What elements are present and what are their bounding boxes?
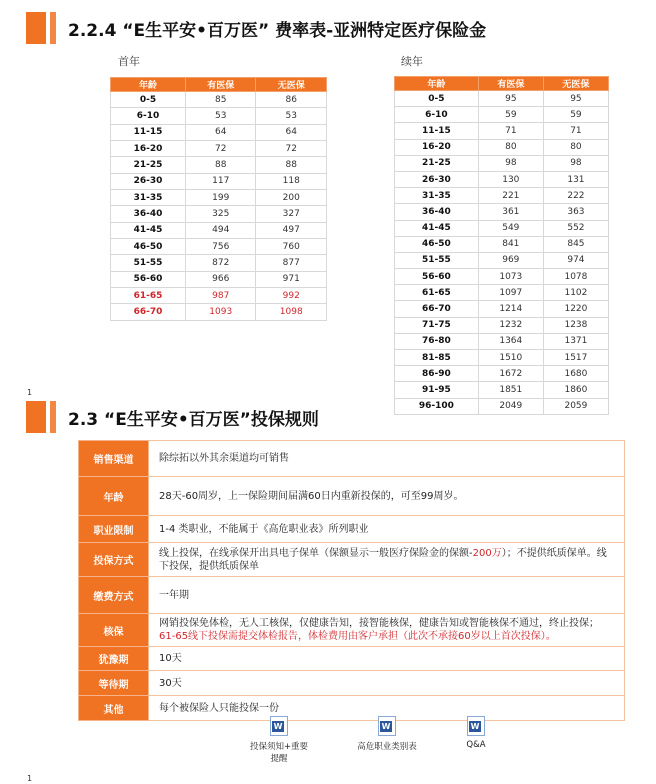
table-row	[111, 255, 327, 271]
table-row	[395, 317, 609, 333]
attachment-label: 投保须知+重要提醒	[249, 742, 309, 764]
word-document-icon	[378, 716, 396, 736]
age-cell: 6-10	[395, 107, 479, 123]
rule-key: 投保方式	[79, 543, 149, 577]
rule-value: 1-4 类职业，不能属于《高危职业表》所列职业	[149, 516, 625, 543]
word-document-icon	[270, 716, 288, 736]
table-row	[111, 157, 327, 173]
table-row	[111, 190, 327, 206]
age-cell: 31-35	[111, 190, 186, 206]
without-insurance-cell: 59	[543, 107, 608, 123]
rule-value	[149, 614, 625, 647]
without-insurance-cell: 88	[256, 157, 327, 173]
without-insurance-cell: 760	[256, 239, 327, 255]
without-insurance-cell: 971	[256, 271, 327, 287]
table-row	[395, 382, 609, 398]
attachment-label: 高危职业类别表	[357, 742, 417, 752]
with-insurance-cell: 987	[185, 288, 256, 304]
without-insurance-cell: 71	[543, 123, 608, 139]
with-insurance-cell: 1097	[478, 285, 543, 301]
with-insurance-cell: 80	[478, 139, 543, 155]
section-title: 2.2.4 “E生平安•百万医” 费率表-亚洲特定医疗保险金	[68, 20, 487, 41]
table-row	[395, 366, 609, 382]
without-insurance-cell: 2059	[543, 398, 608, 414]
age-cell: 66-70	[395, 301, 479, 317]
table-row	[111, 108, 327, 124]
rule-value-highlight: 200万	[472, 547, 502, 559]
with-insurance-cell: 969	[478, 252, 543, 268]
with-insurance-cell: 72	[185, 141, 256, 157]
without-insurance-cell: 222	[543, 188, 608, 204]
rule-key: 缴费方式	[79, 577, 149, 614]
column-header-with-insurance: 有医保	[185, 78, 256, 92]
with-insurance-cell: 361	[478, 204, 543, 220]
rule-value: 一年期	[149, 577, 625, 614]
age-cell: 51-55	[111, 255, 186, 271]
table-row	[111, 206, 327, 222]
table-row	[395, 252, 609, 268]
heading-accent-stripe	[50, 12, 56, 44]
rule-row	[79, 441, 625, 477]
table-header-row	[111, 78, 327, 92]
age-cell: 11-15	[395, 123, 479, 139]
with-insurance-cell: 85	[185, 92, 256, 108]
with-insurance-cell: 549	[478, 220, 543, 236]
first-year-caption: 首年	[118, 55, 140, 68]
age-cell: 26-30	[111, 173, 186, 189]
table-row	[395, 301, 609, 317]
without-insurance-cell: 80	[543, 139, 608, 155]
table-row	[395, 333, 609, 349]
table-row	[111, 124, 327, 140]
with-insurance-cell: 1364	[478, 333, 543, 349]
with-insurance-cell: 71	[478, 123, 543, 139]
without-insurance-cell: 200	[256, 190, 327, 206]
without-insurance-cell: 1102	[543, 285, 608, 301]
page-mark: 1	[27, 388, 33, 397]
table-row	[395, 350, 609, 366]
with-insurance-cell: 221	[478, 188, 543, 204]
age-cell: 41-45	[111, 222, 186, 238]
age-cell: 21-25	[111, 157, 186, 173]
renewal-rate-table	[394, 76, 609, 415]
rule-value-highlight: 61-65线下投保需提交体检报告，体检费用由客户承担（此次不承接60岁以上首次投保）。	[159, 631, 556, 642]
age-cell: 61-65	[111, 288, 186, 304]
age-cell: 46-50	[111, 239, 186, 255]
rule-row	[79, 577, 625, 614]
rule-value: 除综拓以外其余渠道均可销售	[149, 441, 625, 477]
rule-key: 等待期	[79, 671, 149, 696]
without-insurance-cell: 327	[256, 206, 327, 222]
age-cell: 91-95	[395, 382, 479, 398]
age-cell: 16-20	[395, 139, 479, 155]
age-cell: 81-85	[395, 350, 479, 366]
heading-accent-block	[26, 401, 46, 433]
with-insurance-cell: 199	[185, 190, 256, 206]
table-row	[111, 271, 327, 287]
underwriting-rules-table	[78, 440, 625, 721]
attachment-notice[interactable]	[248, 716, 310, 764]
age-cell: 61-65	[395, 285, 479, 301]
age-cell: 71-75	[395, 317, 479, 333]
table-row	[395, 285, 609, 301]
with-insurance-cell: 494	[185, 222, 256, 238]
table-row	[111, 288, 327, 304]
table-row	[111, 239, 327, 255]
age-cell: 96-100	[395, 398, 479, 414]
rule-row	[79, 543, 625, 577]
rule-row	[79, 671, 625, 696]
table-row	[111, 222, 327, 238]
age-cell: 36-40	[111, 206, 186, 222]
rule-row	[79, 614, 625, 647]
with-insurance-cell: 1232	[478, 317, 543, 333]
age-cell: 51-55	[395, 252, 479, 268]
without-insurance-cell: 95	[543, 91, 608, 107]
with-insurance-cell: 1851	[478, 382, 543, 398]
with-insurance-cell: 872	[185, 255, 256, 271]
rule-value: 每个被保险人只能投保一份	[149, 696, 625, 721]
with-insurance-cell: 756	[185, 239, 256, 255]
table-row	[395, 269, 609, 285]
without-insurance-cell: 131	[543, 171, 608, 187]
with-insurance-cell: 2049	[478, 398, 543, 414]
with-insurance-cell: 1073	[478, 269, 543, 285]
attachment-qa[interactable]	[458, 716, 494, 750]
table-row	[395, 220, 609, 236]
without-insurance-cell: 1680	[543, 366, 608, 382]
table-row	[395, 155, 609, 171]
without-insurance-cell: 53	[256, 108, 327, 124]
without-insurance-cell: 118	[256, 173, 327, 189]
rule-value-text: 线上投保，在线承保开出具电子保单（保额显示一般医疗保险金的保额-	[159, 547, 473, 559]
section-heading-rules	[26, 401, 319, 433]
age-cell: 56-60	[111, 271, 186, 287]
without-insurance-cell: 1517	[543, 350, 608, 366]
with-insurance-cell: 1214	[478, 301, 543, 317]
age-cell: 36-40	[395, 204, 479, 220]
column-header-with-insurance: 有医保	[478, 77, 543, 91]
table-row	[395, 171, 609, 187]
age-cell: 16-20	[111, 141, 186, 157]
table-row	[395, 123, 609, 139]
without-insurance-cell: 992	[256, 288, 327, 304]
column-header-without-insurance: 无医保	[256, 78, 327, 92]
rule-key: 销售渠道	[79, 441, 149, 477]
without-insurance-cell: 1078	[543, 269, 608, 285]
heading-accent-block	[26, 12, 46, 44]
page-mark: 1	[27, 774, 33, 783]
age-cell: 41-45	[395, 220, 479, 236]
with-insurance-cell: 88	[185, 157, 256, 173]
age-cell: 31-35	[395, 188, 479, 204]
table-row	[111, 141, 327, 157]
without-insurance-cell: 974	[543, 252, 608, 268]
first-year-rate-table	[110, 77, 327, 321]
table-row	[395, 398, 609, 414]
rule-value: 28天-60周岁，上一保险期间届满60日内重新投保的，可至99周岁。	[149, 477, 625, 516]
age-cell: 21-25	[395, 155, 479, 171]
without-insurance-cell: 497	[256, 222, 327, 238]
age-cell: 26-30	[395, 171, 479, 187]
section-title: 2.3 “E生平安•百万医”投保规则	[68, 409, 319, 430]
with-insurance-cell: 1510	[478, 350, 543, 366]
rule-key: 其他	[79, 696, 149, 721]
rule-value-text: 网销投保免体检，无人工核保，仅健康告知，接智能核保，健康告知或智能核保不通过，终止投保；	[159, 618, 599, 629]
age-cell: 0-5	[111, 92, 186, 108]
rule-key: 核保	[79, 614, 149, 647]
table-row	[111, 92, 327, 108]
rule-key: 年龄	[79, 477, 149, 516]
column-header-age: 年龄	[395, 77, 479, 91]
with-insurance-cell: 130	[478, 171, 543, 187]
attachment-label: Q&A	[466, 740, 486, 750]
with-insurance-cell: 95	[478, 91, 543, 107]
age-cell: 6-10	[111, 108, 186, 124]
heading-accent-stripe	[50, 401, 56, 433]
without-insurance-cell: 1238	[543, 317, 608, 333]
with-insurance-cell: 117	[185, 173, 256, 189]
rule-row	[79, 647, 625, 671]
rule-value-text: ）；不提供纸质保单。线下投保，提供纸质保单	[159, 547, 607, 572]
rule-row	[79, 477, 625, 516]
table-row	[395, 139, 609, 155]
without-insurance-cell: 363	[543, 204, 608, 220]
word-document-icon	[467, 716, 485, 736]
age-cell: 86-90	[395, 366, 479, 382]
column-header-without-insurance: 无医保	[543, 77, 608, 91]
attachment-occupation-table[interactable]	[352, 716, 422, 752]
rule-value: 30天	[149, 671, 625, 696]
without-insurance-cell: 98	[543, 155, 608, 171]
table-row	[395, 91, 609, 107]
without-insurance-cell: 86	[256, 92, 327, 108]
with-insurance-cell: 98	[478, 155, 543, 171]
rule-row	[79, 516, 625, 543]
table-row	[111, 304, 327, 320]
age-cell: 0-5	[395, 91, 479, 107]
table-row	[395, 236, 609, 252]
without-insurance-cell: 1860	[543, 382, 608, 398]
section-heading-rate-table	[26, 12, 486, 44]
age-cell: 56-60	[395, 269, 479, 285]
with-insurance-cell: 53	[185, 108, 256, 124]
with-insurance-cell: 841	[478, 236, 543, 252]
without-insurance-cell: 552	[543, 220, 608, 236]
without-insurance-cell: 845	[543, 236, 608, 252]
with-insurance-cell: 59	[478, 107, 543, 123]
table-row	[395, 204, 609, 220]
table-row	[395, 188, 609, 204]
with-insurance-cell: 64	[185, 124, 256, 140]
without-insurance-cell: 1220	[543, 301, 608, 317]
age-cell: 46-50	[395, 236, 479, 252]
column-header-age: 年龄	[111, 78, 186, 92]
without-insurance-cell: 64	[256, 124, 327, 140]
without-insurance-cell: 1371	[543, 333, 608, 349]
with-insurance-cell: 966	[185, 271, 256, 287]
without-insurance-cell: 1098	[256, 304, 327, 320]
age-cell: 66-70	[111, 304, 186, 320]
table-row	[395, 107, 609, 123]
age-cell: 11-15	[111, 124, 186, 140]
age-cell: 76-80	[395, 333, 479, 349]
without-insurance-cell: 877	[256, 255, 327, 271]
renewal-caption: 续年	[401, 55, 423, 68]
rule-key: 犹豫期	[79, 647, 149, 671]
rule-key: 职业限制	[79, 516, 149, 543]
with-insurance-cell: 1672	[478, 366, 543, 382]
table-row	[111, 173, 327, 189]
with-insurance-cell: 325	[185, 206, 256, 222]
rule-value	[149, 543, 625, 577]
table-header-row	[395, 77, 609, 91]
with-insurance-cell: 1093	[185, 304, 256, 320]
rule-value: 10天	[149, 647, 625, 671]
without-insurance-cell: 72	[256, 141, 327, 157]
